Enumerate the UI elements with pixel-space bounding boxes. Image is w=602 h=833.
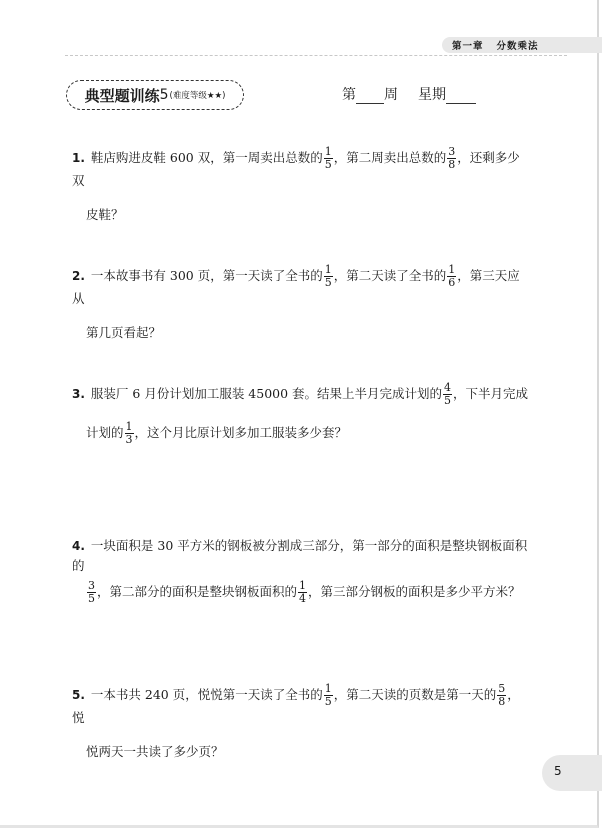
page-number-tab	[542, 755, 602, 791]
problem-number: 1.	[72, 151, 85, 165]
problem-number: 2.	[72, 269, 85, 283]
problem-1	[72, 146, 532, 225]
problem-text: ，第二周卖出总数的	[333, 150, 447, 165]
difficulty-label: (难度等级★★)	[169, 91, 226, 101]
problem-text: ，第二天读的页数是第一天的	[333, 687, 497, 702]
problem-3	[72, 382, 532, 446]
fraction: $\frac{4}{5}$	[444, 381, 452, 407]
fraction: $\frac{1}{3}$	[125, 420, 133, 446]
problem-text: 鞋店购进皮鞋 600 双，第一周卖出总数的	[90, 150, 323, 165]
problem-number: 5.	[72, 688, 85, 702]
fraction: $\frac{3}{5}$	[88, 579, 95, 605]
fraction: $\frac{1}{6}$	[448, 263, 456, 289]
exercise-number: 5	[159, 87, 169, 103]
weekday-label: 星期	[418, 87, 446, 103]
problem-text: 第几页看起？	[86, 325, 162, 340]
problem-text: 皮鞋？	[86, 207, 124, 222]
problem-text: 悦两天一共读了多少页？	[86, 744, 224, 759]
problem-number: 4.	[72, 539, 85, 553]
page-number: 5	[554, 764, 562, 778]
problem-text: ，第二部分的面积是整块钢板面积的	[97, 584, 298, 599]
problem-line-2	[72, 421, 532, 446]
problem-number: 3.	[72, 387, 85, 401]
problem-2	[72, 264, 532, 343]
chapter-label: 第一章	[452, 41, 484, 52]
fraction: $\frac{1}{5}$	[324, 263, 332, 289]
section-label: 分数乘法	[496, 41, 539, 52]
problem-text: ，第三天应从	[72, 268, 520, 306]
fraction: $\frac{5}{8}$	[498, 682, 506, 708]
problem-text: ，下半月完成	[453, 386, 529, 401]
problem-text: ，第二天读了全书的	[333, 268, 447, 283]
fraction: $\frac{1}{4}$	[299, 579, 307, 605]
problem-5	[72, 683, 532, 762]
exercise-title: 典型题训练	[84, 86, 160, 105]
weekday-blank[interactable]	[446, 87, 476, 104]
problem-4	[72, 536, 532, 605]
week-number-blank[interactable]	[356, 87, 384, 104]
fraction: $\frac{1}{5}$	[324, 682, 332, 708]
fraction: $\frac{1}{5}$	[324, 145, 332, 171]
problem-text: 一块面积是 30 平方米的钢板被分割成三部分，第一部分的面积是整块钢板面积的	[72, 538, 528, 573]
problem-text: ，第三部分钢板的面积是多少平方米？	[308, 584, 521, 599]
exercise-title-box	[66, 80, 244, 110]
header-divider	[65, 55, 567, 56]
problem-text: ，还剩多少双	[72, 150, 520, 188]
problem-text: 一本书共 240 页，悦悦第一天读了全书的	[90, 687, 323, 702]
problem-text: 计划的	[86, 425, 124, 440]
week-di-label: 第	[342, 87, 356, 103]
problem-text: 服装厂 6 月份计划加工服装 45000 套。结果上半月完成计划的	[90, 386, 443, 401]
week-zhou-label: 周	[384, 87, 398, 103]
problem-text: ，悦	[72, 687, 520, 725]
date-fill-area	[342, 84, 476, 104]
fraction: $\frac{3}{8}$	[448, 145, 456, 171]
chapter-header	[452, 38, 538, 52]
problem-line-2	[72, 580, 532, 605]
problem-text: ，这个月比原计划多加工服装多少套？	[134, 425, 348, 440]
problem-text: 一本故事书有 300 页，第一天读了全书的	[90, 268, 323, 283]
